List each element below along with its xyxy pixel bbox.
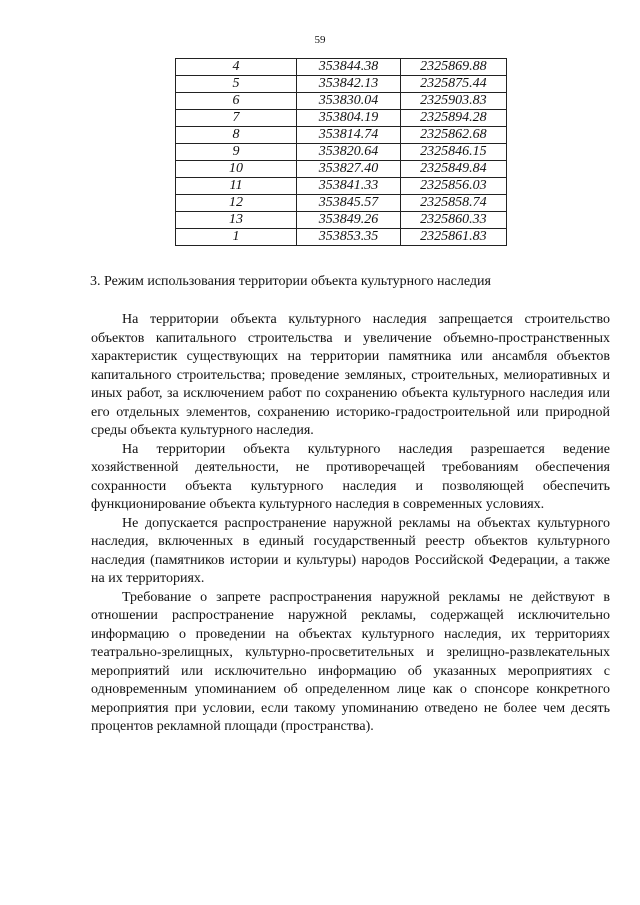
table-row — [176, 195, 507, 212]
x-coordinate-cell: 353820.64 — [297, 144, 401, 161]
point-number-cell: 10 — [176, 161, 297, 178]
x-coordinate-cell: 353845.57 — [297, 195, 401, 212]
y-coordinate-cell: 2325894.28 — [400, 110, 506, 127]
point-number-cell: 7 — [176, 110, 297, 127]
y-coordinate-cell: 2325846.15 — [400, 144, 506, 161]
x-coordinate-cell: 353849.26 — [297, 212, 401, 229]
y-coordinate-cell: 2325849.84 — [400, 161, 506, 178]
table-row — [176, 212, 507, 229]
point-number-cell: 12 — [176, 195, 297, 212]
y-coordinate-cell: 2325862.68 — [400, 127, 506, 144]
point-number-cell: 8 — [176, 127, 297, 144]
paragraph-advertising-exception: Требование о запрете распространения наружной рекламы не действуют в отношении распространение наружной рекламы, содержащей исключительно информацию о проведении на объектах культурного наследия, их территориях театрально-зрелищных, культурно-просветительных и зрелищно-развлекательных мероприятий или исключительно информацию об указанных мероприятиях с одновременным упоминанием об определенном лице как о спонсоре конкретного мероприятия при условии, если такому упоминанию отведено не более чем десять процентов рекламной площади (пространства). — [91, 589, 610, 734]
y-coordinate-cell: 2325903.83 — [400, 93, 506, 110]
point-number-cell: 4 — [176, 59, 297, 76]
y-coordinate-cell: 2325858.74 — [400, 195, 506, 212]
table-row — [176, 93, 507, 110]
table-row — [176, 178, 507, 195]
x-coordinate-cell: 353830.04 — [297, 93, 401, 110]
page-number: 59 — [314, 34, 326, 46]
x-coordinate-cell: 353814.74 — [297, 127, 401, 144]
x-coordinate-cell: 353827.40 — [297, 161, 401, 178]
paragraph-prohibitions: На территории объекта культурного наследия запрещается строительство объектов капитального строительства и увеличение объемно-пространственных характеристик существующих на территории памятника или ансамбля объектов капитального строительства; проведение земляных, строительных, мелиоративных и иных работ, за исключением работ по сохранению объекта культурного наследия или его отдельных элементов, сохранению историко-градостроительной или природной среды объекта культурного наследия. — [91, 312, 610, 438]
y-coordinate-cell: 2325869.88 — [400, 59, 506, 76]
y-coordinate-cell: 2325875.44 — [400, 76, 506, 93]
point-number-cell: 1 — [176, 229, 297, 246]
table-row — [176, 59, 507, 76]
table-row — [176, 144, 507, 161]
section-heading: 3. Режим использования территории объекта культурного наследия — [90, 274, 491, 289]
point-number-cell: 5 — [176, 76, 297, 93]
y-coordinate-cell: 2325856.03 — [400, 178, 506, 195]
paragraph-permissions: На территории объекта культурного наследия разрешается ведение хозяйственной деятельности, не противоречащей требованиям обеспечения сохранности объекта культурного наследия и позволяющей обеспечить функционирование объекта культурного наследия в современных условиях. — [91, 441, 610, 512]
x-coordinate-cell: 353853.35 — [297, 229, 401, 246]
x-coordinate-cell: 353844.38 — [297, 59, 401, 76]
point-number-cell: 11 — [176, 178, 297, 195]
point-number-cell: 9 — [176, 144, 297, 161]
paragraph-advertising-ban: Не допускается распространение наружной рекламы на объектах культурного наследия, включенных в единый государственный реестр объектов культурного наследия (памятников истории и культуры) народов Российской Федерации, а также на их территориях. — [91, 515, 610, 586]
body-text — [91, 311, 610, 737]
table-row — [176, 76, 507, 93]
coordinates-table — [175, 58, 507, 246]
table-row — [176, 127, 507, 144]
x-coordinate-cell: 353804.19 — [297, 110, 401, 127]
y-coordinate-cell: 2325860.33 — [400, 212, 506, 229]
point-number-cell: 6 — [176, 93, 297, 110]
table-row — [176, 110, 507, 127]
y-coordinate-cell: 2325861.83 — [400, 229, 506, 246]
point-number-cell: 13 — [176, 212, 297, 229]
x-coordinate-cell: 353841.33 — [297, 178, 401, 195]
table-row — [176, 229, 507, 246]
table-row — [176, 161, 507, 178]
x-coordinate-cell: 353842.13 — [297, 76, 401, 93]
